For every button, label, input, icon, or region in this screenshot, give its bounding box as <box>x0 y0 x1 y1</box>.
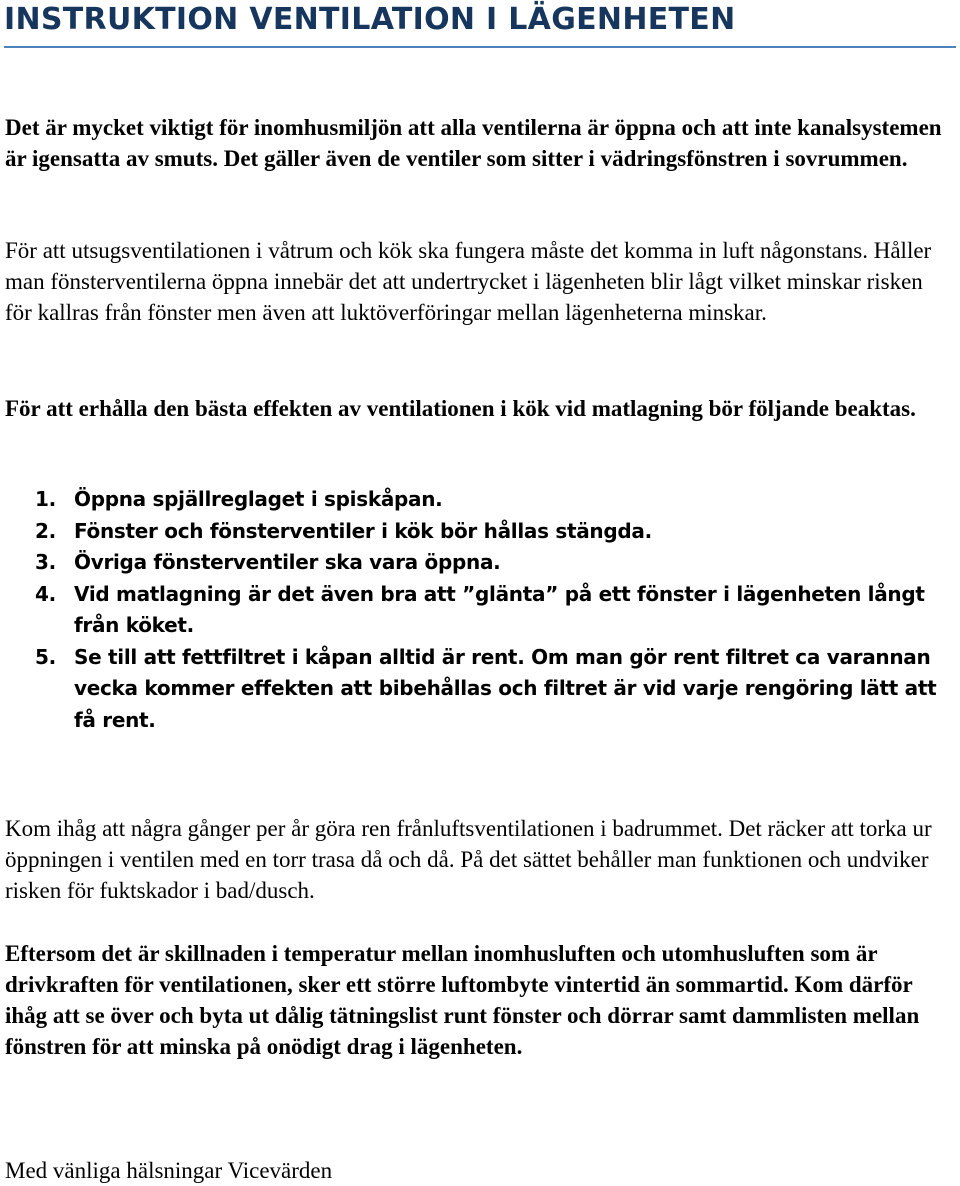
list-item-text: Se till att fettfiltret i kåpan alltid är rent. Om man gör rent filtret ca varannan vecka kommer effekten att bibehållas och filtret är vid varje rengöring lätt att få rent. <box>74 644 937 732</box>
list-item-text: Öppna spjällreglaget i spiskåpan. <box>74 487 443 511</box>
list-item <box>5 579 955 642</box>
document-title: INSTRUKTION VENTILATION I LÄGENHETEN <box>4 2 736 37</box>
list-item-number: 1. <box>35 487 56 511</box>
list-item <box>5 547 955 579</box>
signature: Med vänliga hälsningar Vicevärden <box>5 1158 333 1183</box>
list-item-number: 3. <box>35 550 56 574</box>
list-item-text: Fönster och fönsterventiler i kök bör hållas stängda. <box>74 518 652 543</box>
bathroom-paragraph: Kom ihåg att några gånger per år göra ren frånluftsventilationen i badrummet. Det räcker att torka ur öppningen i ventilen med en torr trasa då och då. På det sättet behåller man funktionen och undviker risken för fuktskador i bad/dusch. <box>5 816 932 903</box>
list-item <box>5 642 955 737</box>
list-item <box>5 484 955 516</box>
list-item-number: 4. <box>35 581 56 606</box>
title-underline <box>4 46 956 48</box>
ventilation-paragraph-lead: För att utsugsventilationen i våtrum och kök ska fungera måste det komma in luft någonstans. <box>5 238 868 263</box>
kitchen-steps-list <box>5 484 955 736</box>
temperature-paragraph: Eftersom det är skillnaden i temperatur mellan inomhusluften och utomhusluften som är drivkraften för ventilationen, sker ett större luftombyte vintertid än sommartid. Kom därför ihåg att se över och byta ut dålig tätningslist runt fönster och dörrar samt dammlisten mellan fönstren för att minska på onödigt drag i lägenheten. <box>5 941 920 1059</box>
list-item-text: Vid matlagning är det även bra att ”glänta” på ett fönster i lägenheten långt från köket. <box>74 581 925 637</box>
ventilation-paragraph-body: Håller man fönsterventilerna öppna innebär det att undertrycket i lägenheten blir lågt vilket minskar risken för kallras från fönster men även att luktöverföringar mellan lägenheterna minskar. <box>5 238 932 325</box>
intro-paragraph: Det är mycket viktigt för inomhusmiljön att alla ventilerna är öppna och att inte kanalsystemen är igensatta av smuts. Det gäller även de ventiler som sitter i vädringsfönstren i sovrummen. <box>5 115 942 171</box>
list-item-number: 2. <box>35 518 56 543</box>
list-item <box>5 516 955 548</box>
list-item-number: 5. <box>35 644 56 669</box>
kitchen-intro-paragraph: För att erhålla den bästa effekten av ventilationen i kök vid matlagning bör följande beaktas. <box>5 396 916 421</box>
ventilation-paragraph <box>5 235 955 328</box>
list-item-text: Övriga fönsterventiler ska vara öppna. <box>74 550 501 574</box>
